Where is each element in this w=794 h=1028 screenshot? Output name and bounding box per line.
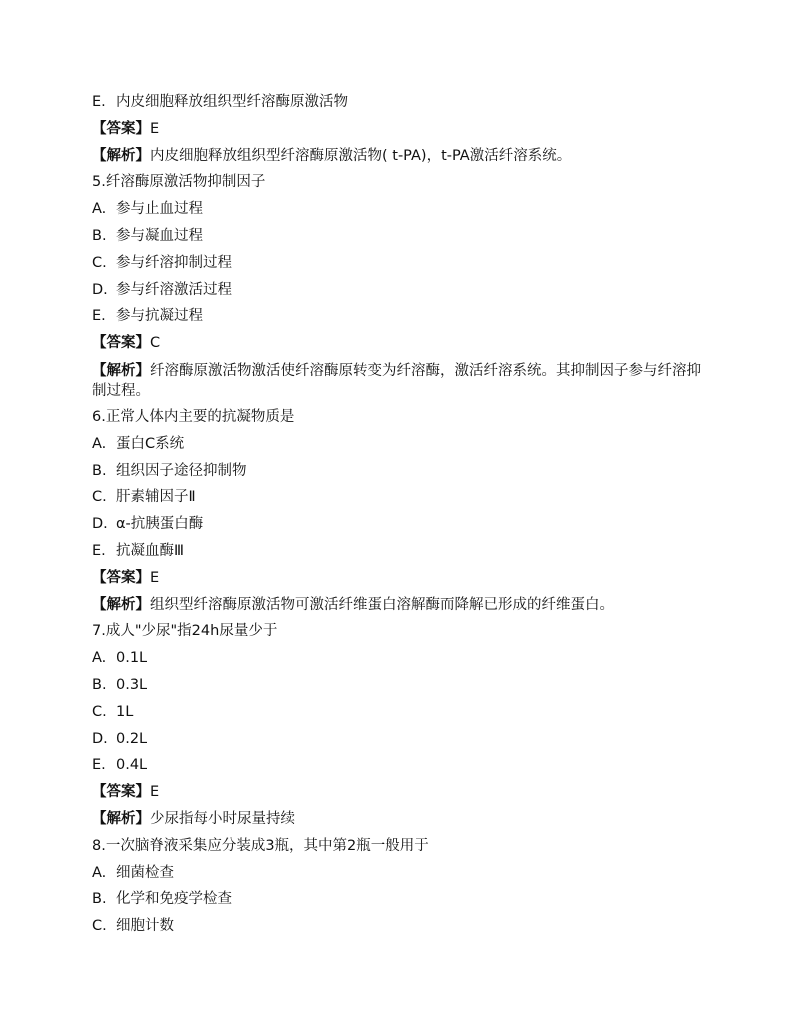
explanation-line — [92, 592, 704, 619]
option-letter: C. — [92, 489, 107, 506]
explanation-tag: 【解析】 — [92, 362, 150, 379]
explanation-tag: 【解析】 — [92, 147, 150, 164]
explanation-tag: 【解析】 — [92, 810, 150, 827]
question-content — [92, 89, 704, 940]
answer-tag: 【答案】 — [92, 120, 150, 137]
option-c — [92, 699, 704, 726]
option-e — [92, 89, 704, 116]
option-text: 细胞计数 — [116, 918, 174, 935]
option-text: 0.1L — [116, 650, 148, 667]
option-letter: C. — [92, 918, 107, 935]
option-b — [92, 458, 704, 485]
option-letter: A. — [92, 650, 107, 667]
answer-line — [92, 779, 704, 806]
option-e — [92, 538, 704, 565]
option-a — [92, 196, 704, 223]
option-text: 0.3L — [116, 676, 148, 693]
answer-tag: 【答案】 — [92, 569, 150, 586]
explanation-text: 少尿指每小时尿量持续 — [150, 810, 295, 827]
answer-line — [92, 330, 704, 357]
option-letter: E. — [92, 757, 106, 774]
option-letter: B. — [92, 676, 107, 693]
option-c — [92, 913, 704, 940]
option-text: 抗凝血酶Ⅲ — [116, 542, 184, 559]
option-text: 0.2L — [116, 730, 148, 747]
answer-tag: 【答案】 — [92, 784, 150, 801]
option-a — [92, 860, 704, 887]
option-c — [92, 484, 704, 511]
option-d — [92, 511, 704, 538]
option-text: 参与止血过程 — [116, 201, 203, 218]
option-text: 化学和免疫学检查 — [116, 891, 232, 908]
option-d — [92, 726, 704, 753]
option-text: 蛋白C系统 — [116, 435, 185, 452]
option-text: 0.4L — [116, 757, 148, 774]
option-text: 参与纤溶激活过程 — [116, 281, 232, 298]
answer-value: E — [150, 120, 160, 137]
option-letter: D. — [92, 281, 108, 298]
option-letter: E. — [92, 94, 106, 110]
option-a — [92, 431, 704, 458]
question-title: 6.正常人体内主要的抗凝物质是 — [92, 408, 295, 425]
explanation-line — [92, 806, 704, 833]
option-letter: A. — [92, 435, 107, 452]
explanation-text: 组织型纤溶酶原激活物可激活纤维蛋白溶解酶而降解已形成的纤维蛋白。 — [150, 596, 614, 613]
explanation-text: 内皮细胞释放组织型纤溶酶原激活物( t-PA)，t-PA激活纤溶系统。 — [150, 147, 572, 164]
option-text: 组织因子途径抑制物 — [116, 462, 247, 479]
explanation-line — [92, 357, 704, 404]
answer-value: C — [150, 335, 161, 352]
option-letter: C. — [92, 703, 107, 720]
option-letter: D. — [92, 516, 108, 533]
option-e — [92, 303, 704, 330]
option-b — [92, 672, 704, 699]
answer-tag: 【答案】 — [92, 335, 150, 352]
explanation-tag: 【解析】 — [92, 596, 150, 613]
option-letter: A. — [92, 201, 107, 218]
option-text: 肝素辅因子Ⅱ — [116, 489, 196, 506]
option-e — [92, 752, 704, 779]
option-text: 参与抗凝过程 — [116, 308, 203, 325]
option-b — [92, 886, 704, 913]
option-text: 细菌检查 — [116, 864, 174, 881]
option-letter: B. — [92, 227, 107, 244]
option-text: 参与凝血过程 — [116, 227, 203, 244]
question-title: 5.纤溶酶原激活物抑制因子 — [92, 174, 266, 191]
question-title: 7.成人"少尿"指24h尿量少于 — [92, 623, 278, 640]
explanation-line — [92, 143, 704, 170]
question-title: 8.一次脑脊液采集应分装成3瓶，其中第2瓶一般用于 — [92, 837, 429, 854]
answer-line — [92, 565, 704, 592]
option-letter: D. — [92, 730, 108, 747]
option-b — [92, 223, 704, 250]
option-letter: E. — [92, 308, 106, 325]
answer-value: E — [150, 784, 160, 801]
option-text: α-抗胰蛋白酶 — [116, 516, 204, 533]
answer-line — [92, 116, 704, 143]
option-d — [92, 277, 704, 304]
option-a — [92, 645, 704, 672]
option-text: 参与纤溶抑制过程 — [116, 254, 232, 271]
option-letter: C. — [92, 254, 107, 271]
option-letter: B. — [92, 891, 107, 908]
answer-value: E — [150, 569, 160, 586]
option-c — [92, 250, 704, 277]
option-letter: B. — [92, 462, 107, 479]
option-text: 1L — [116, 703, 134, 720]
option-text: 内皮细胞释放组织型纤溶酶原激活物 — [116, 94, 348, 110]
option-letter: A. — [92, 864, 107, 881]
explanation-text: 纤溶酶原激活物激活使纤溶酶原转变为纤溶酶，激活纤溶系统。其抑制因子参与纤溶抑制过程。 — [92, 362, 701, 399]
option-letter: E. — [92, 542, 106, 559]
